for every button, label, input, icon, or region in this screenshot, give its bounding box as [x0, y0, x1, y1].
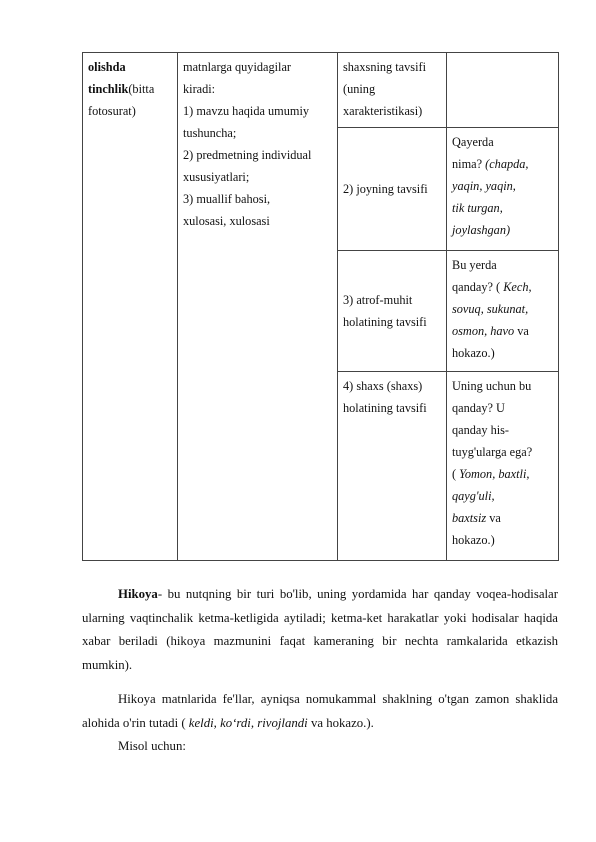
text-segment: qanday? U [452, 401, 505, 415]
row2-right-cell [447, 128, 559, 251]
row-right-line [452, 175, 554, 197]
italic-example: tik turgan, [452, 201, 503, 215]
paragraph-hikoya-definition [82, 583, 558, 677]
text-segment: Uning uchun bu [452, 379, 532, 393]
row-right-line [452, 276, 554, 298]
col2-line: 1) mavzu haqida umumiy [183, 104, 310, 118]
text-segment: tuyg'ularga ega? [452, 445, 533, 459]
row-right-line [452, 397, 554, 419]
row-right-line [452, 320, 554, 342]
row2-left-text [343, 178, 442, 200]
col1-line-3: fotosurat) [88, 104, 136, 118]
col2-line: xususiyatlari; [183, 170, 250, 184]
text-segment: Bu yerda [452, 258, 497, 272]
row3-right-text [452, 254, 554, 364]
row-right-line [452, 485, 554, 507]
verbs-text-before: Hikoya matnlarida fe'llar, ayniqsa nomukammal shaklning o'tgan zamon shaklida alohida o'rin tutadi ( [82, 692, 558, 730]
row-left-line: holatining tavsifi [343, 315, 427, 329]
row-left-line: xarakteristikasi) [343, 104, 423, 118]
row-left-line: 3) atrof-muhit [343, 293, 413, 307]
italic-example: Yomon, baxtli, [459, 467, 530, 481]
text-segment: qanday? ( [452, 280, 504, 294]
italic-example: sovuq, sukunat, [452, 302, 529, 316]
row-right-line [452, 342, 554, 364]
col2-line: 2) predmetning individual [183, 148, 312, 162]
row3-right-cell [447, 251, 559, 372]
row-right-line [452, 441, 554, 463]
italic-example: joylashgan) [452, 223, 511, 237]
paragraph-verbs [82, 688, 558, 735]
row2-left-cell [338, 128, 447, 251]
row-left-line: shaxsning tavsifi [343, 60, 426, 74]
row1-left-text [343, 56, 442, 122]
col2-line: xulosasi, xulosasi [183, 214, 270, 228]
col2-line: 3) muallif bahosi, [183, 192, 271, 206]
col2-line: matnlarga quyidagilar [183, 60, 292, 74]
verbs-text-after: va hokazo.). [307, 715, 374, 730]
description-types-table [82, 52, 559, 561]
italic-example: Kech, [503, 280, 532, 294]
col2-lines [183, 56, 333, 232]
col2-line: tushuncha; [183, 126, 237, 140]
row1-left-cell [338, 53, 447, 128]
row-left-line: holatining tavsifi [343, 401, 427, 415]
italic-example: baxtsiz [452, 511, 487, 525]
row2-right-text [452, 131, 554, 241]
text-segment: ( [452, 467, 460, 481]
hikoya-term: Hikoya [118, 587, 158, 601]
table-cell-col1 [83, 53, 178, 561]
italic-example: yaqin, yaqin, [452, 179, 516, 193]
col1-line-1: olishda [88, 60, 126, 74]
col2-line: kiradi: [183, 82, 216, 96]
row-right-line [452, 375, 554, 397]
table-cell-col2 [178, 53, 338, 561]
row-right-line [452, 463, 554, 485]
row-left-line: 2) joyning tavsifi [343, 182, 428, 196]
row4-left-text [343, 375, 442, 419]
col1-term-note: (bitta [128, 82, 155, 96]
italic-example: osmon, havo [452, 324, 515, 338]
text-segment: hokazo.) [452, 346, 495, 360]
row4-right-text [452, 375, 554, 551]
row-right-line [452, 507, 554, 529]
row-left-line: 4) shaxs (shaxs) [343, 379, 423, 393]
row1-right-cell [447, 53, 559, 128]
row4-right-cell [447, 372, 559, 561]
row-right-line [452, 219, 554, 241]
row-right-line [452, 298, 554, 320]
row-right-line [452, 529, 554, 551]
row-right-line [452, 419, 554, 441]
row-right-line [452, 197, 554, 219]
col1-bold-term: tinchlik [88, 82, 129, 96]
text-segment: hokazo.) [452, 533, 495, 547]
row-right-line [452, 153, 554, 175]
text-segment: nima? [452, 157, 486, 171]
hikoya-definition-text: - bu nutqning bir turi bo'lib, uning yordamida har qanday voqea-hodisalar ularning vaqtinchalik ketma-ketligida aytiladi; ketma-ket harakatlar yoki hodisalar haqida xabar beriladi (hikoya mazmunini faqat kameraning bir nechta ramkalarida etkazish mumkin). [82, 587, 558, 672]
italic-example: qayg'uli, [452, 489, 495, 503]
text-segment: qanday his- [452, 423, 510, 437]
text-segment: va [486, 511, 501, 525]
paragraph-example-intro [82, 735, 558, 759]
col1-line-2 [88, 78, 173, 100]
row3-left-cell [338, 251, 447, 372]
text-segment: va [514, 324, 529, 338]
italic-example: (chapda, [485, 157, 529, 171]
text-segment: Qayerda [452, 135, 494, 149]
row3-left-text [343, 289, 442, 333]
verbs-examples: keldi, ko‘rdi, rivojlandi [188, 715, 308, 730]
row-right-line [452, 131, 554, 153]
row-right-line [452, 254, 554, 276]
row4-left-cell [338, 372, 447, 561]
row-left-line: (uning [343, 82, 376, 96]
example-intro-text: Misol uchun: [118, 739, 186, 753]
